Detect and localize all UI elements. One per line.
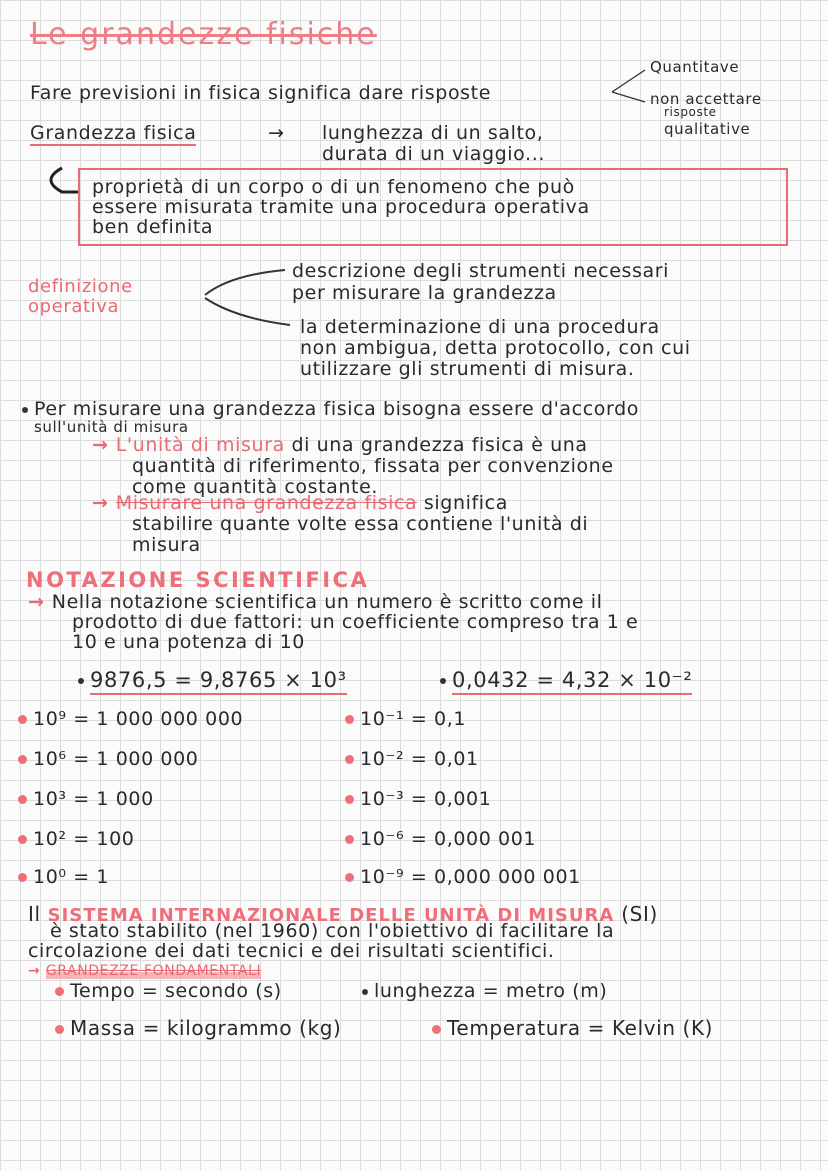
misurare-line-1 — [92, 494, 508, 513]
power-text: 10⁶ = 1 000 000 — [33, 748, 199, 770]
bullet-dot — [55, 1025, 64, 1034]
example-line-2: durata di un viaggio... — [322, 143, 545, 165]
example-2 — [440, 670, 692, 691]
power-left-3 — [18, 830, 134, 849]
definizione-item2-line3: utilizzare gli strumenti di misura. — [300, 358, 635, 380]
example-line-1: lunghezza di un salto, — [322, 122, 544, 144]
bullet-dot — [345, 795, 354, 804]
power-right-3 — [345, 830, 536, 849]
branch-risposte: risposte — [664, 105, 717, 119]
misurare-line-2: stabilire quante volte essa contiene l'unità di — [132, 513, 589, 535]
notazione-line-2: prodotto di due fattori: un coefficiente compreso tra 1 e — [72, 611, 639, 633]
temperatura-item — [432, 1018, 713, 1038]
power-left-0 — [18, 710, 243, 729]
misurare-line-3: misura — [132, 534, 201, 556]
bullet-dot — [78, 678, 84, 684]
tempo-text: Tempo = secondo (s) — [70, 980, 282, 1002]
definition-line-1: proprietà di un corpo o di un fenomeno che può — [92, 176, 575, 198]
bullet-dot — [18, 755, 27, 764]
bullet-dot — [432, 1025, 441, 1034]
misurare-rest: significa — [417, 492, 508, 514]
si-line-3: circolazione dei dati tecnici e dei risultati scientifici. — [28, 940, 555, 962]
intro-line: Fare previsioni in fisica significa dare risposte — [30, 82, 492, 104]
definizione-label-2: operativa — [28, 296, 120, 317]
notazione-heading: NOTAZIONE SCIENTIFICA — [26, 568, 370, 592]
massa-text: Massa = kilogrammo (kg) — [70, 1016, 342, 1040]
lunghezza-item — [362, 982, 607, 1001]
bullet-dot — [345, 755, 354, 764]
bullet-dot — [18, 715, 27, 724]
branch-non-accettare: non accettare — [650, 90, 762, 108]
power-text: 10⁹ = 1 000 000 000 — [33, 708, 244, 730]
lunghezza-text: lunghezza = metro (m) — [374, 980, 608, 1002]
bullet-dot — [345, 873, 354, 882]
power-left-4 — [18, 868, 109, 887]
bullet-dot — [362, 989, 368, 995]
power-text: 10⁻³ = 0,001 — [360, 788, 492, 810]
power-text: 10⁻⁹ = 0,000 000 001 — [360, 866, 581, 888]
power-right-4 — [345, 868, 581, 887]
power-text: 10⁻² = 0,01 — [360, 748, 479, 770]
bullet-dot — [55, 987, 64, 996]
definizione-item1-line1: descrizione degli strumenti necessari — [292, 260, 670, 282]
si-abbr: (SI) — [621, 902, 658, 926]
fondamentali-heading-line — [28, 964, 261, 978]
notazione-line-1-text: Nella notazione scientifica un numero è scritto come il — [51, 591, 603, 613]
bullet-dot — [18, 795, 27, 804]
misura-line-2: sull'unità di misura — [34, 418, 189, 436]
example-1-text: 9876,5 = 9,8765 × 10³ — [90, 668, 347, 695]
definition-line-3: ben definita — [92, 216, 214, 238]
tempo-item — [55, 982, 282, 1001]
si-il: Il — [28, 902, 41, 926]
power-text: 10⁰ = 1 — [33, 866, 110, 888]
power-text: 10³ = 1 000 — [33, 788, 154, 810]
bullet-dot — [345, 715, 354, 724]
notazione-line-1 — [28, 593, 603, 612]
power-left-2 — [18, 790, 154, 809]
example-1 — [78, 670, 347, 691]
fondamentali-heading: GRANDEZZE FONDAMENTALI — [45, 963, 262, 979]
definizione-label-1: definizione — [28, 276, 133, 297]
grandezza-label: Grandezza fisica — [30, 122, 197, 144]
unita-rest: di una grandezza fisica è una — [284, 434, 588, 456]
bullet-dot — [345, 835, 354, 844]
grandezza-arrow: → — [268, 122, 285, 144]
power-right-1 — [345, 750, 479, 769]
unita-line-2: quantità di riferimento, fissata per convenzione — [132, 455, 614, 477]
definizione-item2-line2: non ambigua, detta protocollo, con cui — [300, 337, 691, 359]
definition-line-2: essere misurata tramite una procedura operativa — [92, 196, 590, 218]
branch-qualitative: qualitative — [664, 120, 751, 138]
arrow-icon: → — [28, 591, 52, 613]
arrow-icon: → — [92, 492, 116, 514]
temperatura-text: Temperatura = Kelvin (K) — [447, 1016, 714, 1040]
page-title: Le grandezze fisiche — [30, 17, 377, 52]
power-text: 10⁻⁶ = 0,000 001 — [360, 828, 537, 850]
bullet-dot — [22, 407, 28, 413]
misurare-head: Misurare una grandezza fisica — [115, 492, 418, 514]
massa-item — [55, 1018, 341, 1038]
unita-head: L'unità di misura — [115, 434, 285, 456]
example-2-text: 0,0432 = 4,32 × 10⁻² — [452, 668, 692, 695]
misura-line-1 — [22, 400, 639, 419]
notazione-line-3: 10 e una potenza di 10 — [72, 631, 305, 653]
definizione-item1-line2: per misurare la grandezza — [292, 282, 557, 304]
bullet-dot — [440, 678, 446, 684]
arrow-icon: → — [28, 963, 46, 979]
power-text: 10⁻¹ = 0,1 — [360, 708, 467, 730]
power-text: 10² = 100 — [33, 828, 135, 850]
bullet-dot — [18, 873, 27, 882]
unita-line-3: come quantità costante. — [132, 476, 379, 498]
arrow-icon: → — [92, 434, 116, 456]
unita-line-1 — [92, 436, 588, 455]
misura-line-1-text: Per misurare una grandezza fisica bisogna essere d'accordo — [34, 398, 639, 420]
power-right-2 — [345, 790, 491, 809]
power-right-0 — [345, 710, 466, 729]
branch-quantitative: Quantitave — [650, 58, 740, 76]
bullet-dot — [18, 835, 27, 844]
si-line-2: è stato stabilito (nel 1960) con l'obiettivo di facilitare la — [50, 920, 615, 942]
si-heading: SISTEMA INTERNAZIONALE DELLE UNITÀ DI MISURA — [47, 905, 615, 926]
definizione-item2-line1: la determinazione di una procedura — [300, 316, 660, 338]
power-left-1 — [18, 750, 199, 769]
